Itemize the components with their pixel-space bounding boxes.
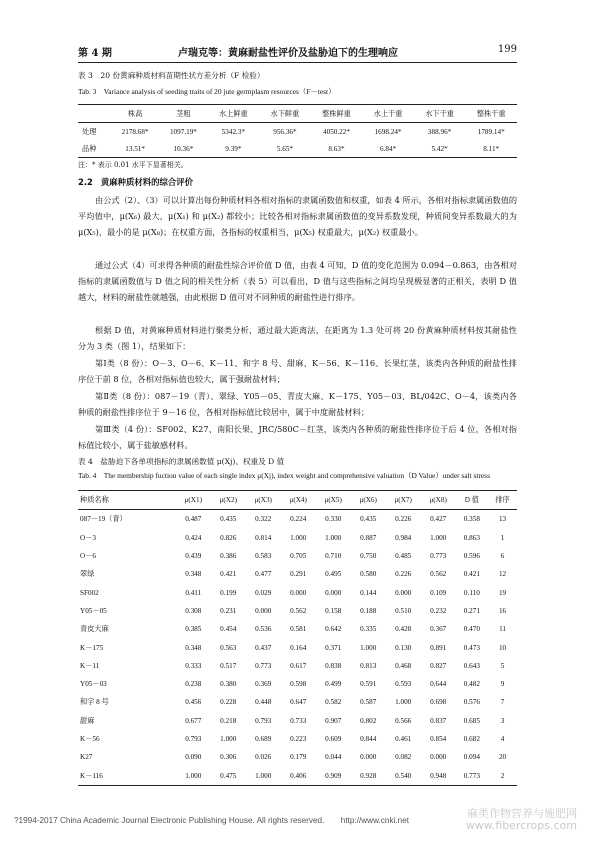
membership-value-cell: 0.698 [430, 698, 447, 707]
membership-value-cell: 0.367 [430, 625, 447, 634]
membership-value-cell: 0.838 [325, 661, 342, 670]
membership-value-cell: 0.907 [325, 716, 342, 725]
table4-row [78, 602, 517, 620]
germplasm-name: K－175 [80, 643, 104, 652]
membership-value-cell: 0.487 [185, 515, 202, 524]
membership-value-cell: 0.536 [255, 625, 272, 634]
germplasm-name: O－6 [80, 552, 96, 561]
d-value-cell: 0.685 [463, 716, 480, 725]
membership-value-cell: 0.510 [395, 606, 412, 615]
membership-value-cell: 0.647 [290, 698, 307, 707]
d-value-cell: 0.576 [463, 698, 480, 707]
table4-row [78, 657, 517, 675]
membership-value-cell: 0.238 [185, 680, 202, 689]
membership-value-cell: 0.582 [325, 698, 342, 707]
membership-value-cell: 0.308 [185, 606, 202, 615]
table3-header-cell: 水上鲜重 [218, 109, 248, 118]
membership-value-cell: 0.228 [220, 698, 237, 707]
table3-row-label: 品种 [82, 143, 97, 153]
running-title: 卢瑞克等：黄麻耐盐性评价及盐胁迫下的生理响应 [178, 48, 398, 59]
table4-header-row [78, 491, 517, 510]
membership-value-cell: 0.000 [325, 588, 342, 597]
table3-cell: 5.65* [276, 144, 293, 153]
table3-cell: 2178.68* [121, 127, 149, 136]
table3-row [78, 123, 517, 141]
table3-caption-cn: 表 3 20 份黄麻种质材料苗期性状方差分析（F 检验） [78, 71, 265, 80]
membership-value-cell: 0.158 [325, 606, 342, 615]
membership-value-cell: 0.562 [290, 606, 307, 615]
table3-cell: 388.96* [427, 127, 452, 136]
membership-value-cell: 0.386 [220, 552, 237, 561]
d-value-cell: 0.773 [463, 771, 480, 780]
table4-header-cell: μ(X2) [219, 496, 237, 505]
membership-value-cell: 0.705 [290, 552, 307, 561]
page-number: 199 [497, 44, 517, 55]
membership-value-cell: 0.029 [255, 588, 272, 597]
body-paragraph: 第Ⅱ类（8 份）：087－19（青）、翠绿、Y05－05、青皮大麻、K－175、Y05－03、BL/042C、O－4，该类内各种质的耐盐性排序位于 9－16 位，各相对指标值比较居中，属于中度耐盐材料； [78, 391, 517, 418]
membership-value-cell: 0.000 [255, 606, 272, 615]
membership-value-cell: 1.000 [360, 643, 377, 652]
germplasm-name: SF002 [80, 588, 99, 597]
membership-value-cell: 0.333 [185, 661, 202, 670]
membership-value-cell: 0.000 [360, 753, 377, 762]
membership-value-cell: 0.773 [430, 552, 447, 561]
membership-value-cell: 1.000 [185, 771, 202, 780]
membership-value-cell: 0.224 [290, 515, 307, 524]
membership-value-cell: 0.593 [395, 680, 412, 689]
d-value-cell: 0.596 [463, 552, 480, 561]
germplasm-name: 和字 8 号 [80, 698, 109, 707]
membership-value-cell: 0.813 [360, 661, 377, 670]
body-paragraph: 第Ⅰ类（8 份）：O－3、O－6、K－11、和字 8 号、甜麻、K－56、K－116、长果红茎，该类内各种质的耐盐性排序位于前 8 位，各相对指标值也较大，属于强耐盐材料； [78, 358, 517, 385]
table3-cell: 8.63* [328, 144, 345, 153]
body-paragraph: 第Ⅲ类（4 份）：SF002、K27、南阳长果、JRC/580C－红茎，该类内各种质的耐盐性排序位于后 4 位，各相对指标值比较小，属于盐敏感材料。 [78, 424, 517, 451]
rank-cell: 2 [500, 771, 505, 780]
membership-value-cell: 1.000 [290, 533, 307, 542]
table4-row [78, 547, 517, 565]
membership-value-cell: 0.581 [290, 625, 307, 634]
membership-value-cell: 0.598 [290, 680, 307, 689]
rank-cell: 10 [498, 643, 507, 652]
copyright-footer: ?1994-2017 China Academic Journal Electronic Publishing House. All rights reserved. http://www.cnki.net [14, 816, 410, 825]
d-value-cell: 0.473 [463, 643, 480, 652]
membership-value-cell: 0.802 [360, 716, 377, 725]
table4-body [78, 510, 517, 785]
table3-cell: 9.39* [225, 144, 242, 153]
membership-value-cell: 0.793 [185, 735, 202, 743]
membership-value-cell: 0.499 [325, 680, 342, 689]
germplasm-name: 087－19（青） [80, 515, 127, 524]
germplasm-name: K－116 [80, 771, 103, 780]
table4-header-cell: 排序 [495, 496, 510, 505]
rank-cell: 6 [500, 552, 505, 561]
membership-value-cell: 0.844 [360, 735, 377, 743]
membership-value-cell: 0.231 [220, 606, 237, 615]
membership-value-cell: 0.188 [360, 606, 377, 615]
watermark-line: 麻类作物营养与施肥网 [467, 807, 577, 820]
membership-value-cell: 0.485 [395, 552, 412, 561]
section-heading [78, 176, 193, 188]
membership-value-cell: 0.733 [290, 716, 307, 725]
membership-value-cell: 0.090 [185, 753, 202, 762]
membership-value-cell: 0.566 [395, 716, 412, 725]
membership-value-cell: 0.226 [395, 515, 412, 524]
d-value-cell: 0.421 [463, 570, 480, 579]
membership-value-cell: 0.677 [185, 716, 202, 725]
table4-row [78, 638, 517, 656]
table4 [78, 490, 517, 786]
membership-value-cell: 0.306 [220, 753, 237, 762]
membership-value-cell: 0.000 [430, 753, 447, 762]
table3-header-cell: 茎粗 [176, 109, 191, 118]
membership-value-cell: 0.427 [430, 515, 447, 524]
membership-value-cell: 1.000 [220, 735, 237, 743]
membership-value-cell: 0.026 [255, 753, 272, 762]
table4-row [78, 730, 517, 748]
membership-value-cell: 0.540 [395, 771, 412, 780]
membership-value-cell: 0.291 [290, 570, 307, 579]
table3-row [78, 140, 517, 158]
d-value-cell: 0.271 [463, 606, 480, 615]
membership-value-cell: 0.199 [220, 588, 237, 597]
membership-value-cell: 0.814 [255, 533, 272, 542]
body-paragraph: 通过公式（4）可求得各种质的耐盐性综合评价值 D 值，由表 4 可知，D 值的变化范围为 0.094－0.863，由各相对指标的隶属函数值与 D 值之间的相关性分析（表 5）可以看出，D 值与这些指标之间均呈现极显著的正相关，表明 D 值越大，材料的耐盐性就越强，由此根据 D 值可对不同种质的耐盐性进行排序。 [78, 260, 517, 303]
table4-header-cell: μ(X5) [324, 496, 342, 505]
table4-row [78, 583, 517, 601]
membership-value-cell: 0.424 [185, 533, 202, 542]
membership-value-cell: 0.587 [360, 698, 377, 707]
membership-value-cell: 0.583 [255, 552, 272, 561]
membership-value-cell: 0.644 [430, 680, 447, 689]
d-value-cell: 0.682 [463, 735, 480, 743]
table4-row [78, 712, 517, 730]
table3-caption-en: Tab. 3 Variance analysis of seeding traits of 20 jute germplasm resources（F－test） [78, 87, 336, 96]
membership-value-cell: 0.385 [185, 625, 202, 634]
rank-cell: 1 [500, 533, 505, 542]
membership-value-cell: 0.580 [360, 570, 377, 579]
table4-row [78, 565, 517, 583]
membership-value-cell: 0.109 [430, 588, 447, 597]
membership-value-cell: 0.448 [255, 698, 272, 707]
table3-cell: 8.11* [483, 144, 500, 153]
membership-value-cell: 0.435 [220, 515, 237, 524]
membership-value-cell: 0.454 [220, 625, 237, 634]
germplasm-name: 翠绿 [80, 570, 95, 579]
membership-value-cell: 0.421 [220, 570, 237, 579]
membership-value-cell: 0.348 [185, 643, 202, 652]
table4-row [78, 529, 517, 547]
membership-value-cell: 0.710 [325, 552, 342, 561]
membership-value-cell: 0.000 [395, 588, 412, 597]
membership-value-cell: 0.130 [395, 643, 412, 652]
table3-cell: 1698.24* [374, 127, 402, 136]
table4-row [78, 620, 517, 638]
rank-cell: 19 [498, 588, 507, 597]
table3-header-cell [78, 105, 111, 123]
rank-cell: 11 [499, 625, 506, 634]
membership-value-cell: 0.495 [325, 570, 342, 579]
table3-header-cell: 水下干重 [425, 109, 454, 118]
membership-value-cell: 0.435 [360, 515, 377, 524]
table3-cell: 4050.22* [323, 127, 350, 136]
body-paragraph: 由公式（2）、（3）可以计算出每份种质材料各相对指标的隶属函数值和权重，如表 4 所示，各相对指标隶属函数值的平均值中，μ(X₆) 最大，μ(X₁) 和 μ(X₂) 都较小；比较各相对指标隶属函数值的变异系数发现，种质间变异系数最大的为 μ(X₅)，最小的是 μ(X₈)；在权重方面，各指标的权重相当，μ(X₅) 权重最大，μ(X₂) 权重最小。 [78, 195, 518, 238]
membership-value-cell: 0.793 [255, 716, 272, 725]
table4-header-cell: D 值 [464, 496, 479, 505]
table3-cell: 10.36* [173, 144, 194, 153]
membership-value-cell: 1.000 [255, 771, 272, 780]
membership-value-cell: 0.082 [395, 753, 412, 762]
rank-cell: 5 [500, 661, 505, 670]
membership-value-cell: 0.428 [395, 625, 412, 634]
watermark-line: www.fibercrops.com [465, 819, 577, 832]
membership-value-cell: 0.984 [395, 533, 412, 542]
table4-row [78, 693, 517, 711]
table4-row [78, 675, 517, 693]
rank-cell: 9 [500, 680, 505, 689]
membership-value-cell: 0.826 [220, 533, 237, 542]
rank-cell: 7 [500, 698, 505, 707]
membership-value-cell: 0.179 [290, 753, 307, 762]
membership-value-cell: 0.223 [290, 735, 307, 743]
membership-value-cell: 0.218 [220, 716, 237, 725]
table3-cell: 6.84* [379, 144, 397, 153]
membership-value-cell: 0.461 [395, 735, 412, 743]
watermark [466, 808, 577, 832]
germplasm-name: O－3 [80, 533, 96, 542]
table4-header-cell: μ(X4) [289, 496, 307, 505]
table3-header-row [78, 105, 517, 123]
table4-caption-en: Tab. 4 The membership fuction value of each single index μ(Xj), index weight and comprehensive valuation（D Value）under salt stress [78, 471, 490, 480]
table3-header-cell: 水下鲜重 [270, 109, 300, 118]
membership-value-cell: 0.689 [255, 735, 272, 743]
germplasm-name: K－11 [80, 661, 100, 670]
d-value-cell: 0.358 [463, 515, 480, 524]
table3-note: 注：* 表示 0.01 水平下显著相关。 [78, 161, 188, 169]
membership-value-cell: 0.044 [325, 753, 342, 762]
membership-value-cell: 1.000 [430, 533, 447, 542]
table4-header-cell: μ(X7) [394, 496, 412, 505]
table3-header-cell: 整株鲜重 [322, 109, 351, 118]
germplasm-name: K27 [80, 753, 93, 762]
germplasm-name: Y05－03 [80, 680, 107, 689]
rank-cell: 16 [498, 606, 507, 615]
membership-value-cell: 0.891 [430, 643, 447, 652]
membership-value-cell: 0.144 [360, 588, 377, 597]
d-value-cell: 0.863 [463, 533, 480, 542]
rank-cell: 3 [500, 716, 505, 725]
membership-value-cell: 0.609 [325, 735, 342, 743]
table4-header-cell: μ(X8) [429, 496, 447, 505]
table4-row [78, 748, 517, 766]
membership-value-cell: 0.477 [255, 570, 272, 579]
membership-value-cell: 0.475 [220, 771, 237, 780]
membership-value-cell: 0.369 [255, 680, 272, 689]
issue-number: 第 4 期 [78, 48, 112, 59]
membership-value-cell: 0.439 [185, 552, 202, 561]
membership-value-cell: 0.750 [360, 552, 377, 561]
membership-value-cell: 0.000 [290, 588, 307, 597]
membership-value-cell: 1.000 [325, 533, 342, 542]
d-value-cell: 0.110 [463, 588, 480, 597]
rank-cell: 4 [500, 735, 505, 743]
section-title: 黄麻种质材料的综合评价 [100, 177, 193, 187]
membership-value-cell: 0.854 [430, 735, 447, 743]
membership-value-cell: 0.773 [255, 661, 272, 670]
membership-value-cell: 0.827 [430, 661, 447, 670]
table3-cell: 1097.19* [169, 127, 197, 136]
table3-header-cell: 整株干重 [476, 109, 506, 118]
membership-value-cell: 0.226 [395, 570, 412, 579]
membership-value-cell: 0.642 [325, 625, 342, 634]
header-rule [78, 62, 517, 63]
rank-cell: 13 [498, 515, 507, 524]
table4-caption-cn: 表 4 盐胁迫下各单项指标的隶属函数值 μ(Xj)、权重及 D 值 [78, 457, 285, 466]
membership-value-cell: 0.591 [360, 680, 377, 689]
body-paragraph: 根据 D 值，对黄麻种质材料进行聚类分析，通过最大距离法，在距离为 1.3 处可将 20 份黄麻种质材料按其耐盐性分为 3 类（图 1），结果如下： [78, 325, 517, 352]
membership-value-cell: 0.837 [430, 716, 447, 725]
membership-value-cell: 0.437 [255, 643, 272, 652]
membership-value-cell: 0.928 [360, 771, 377, 780]
membership-value-cell: 0.563 [220, 643, 237, 652]
germplasm-name: Y05－05 [80, 606, 107, 615]
table3-row-label: 处理 [82, 126, 97, 136]
table4-header-cell: μ(X3) [254, 496, 272, 505]
d-value-cell: 0.643 [463, 661, 480, 670]
membership-value-cell: 1.000 [395, 698, 412, 707]
membership-value-cell: 0.406 [290, 771, 307, 780]
d-value-cell: 0.094 [463, 753, 480, 762]
germplasm-name: 青皮大麻 [80, 625, 109, 634]
membership-value-cell: 0.562 [430, 570, 447, 579]
membership-value-cell: 0.330 [325, 515, 342, 524]
table4-header-cell: μ(X6) [359, 496, 377, 505]
rank-cell: 12 [498, 570, 507, 579]
membership-value-cell: 0.335 [360, 625, 377, 634]
membership-value-cell: 0.322 [255, 515, 272, 524]
table4-header-cell: 种质名称 [80, 496, 109, 505]
germplasm-name: K－56 [80, 735, 100, 743]
membership-value-cell: 0.617 [290, 661, 307, 670]
table3-header-cell: 株高 [127, 109, 143, 118]
d-value-cell: 0.482 [463, 680, 480, 689]
membership-value-cell: 0.456 [185, 698, 202, 707]
membership-value-cell: 0.411 [185, 588, 202, 597]
membership-value-cell: 0.909 [325, 771, 342, 780]
membership-value-cell: 0.468 [395, 661, 412, 670]
table4-row [78, 510, 517, 529]
table3-cell: 13.51* [125, 144, 145, 153]
germplasm-name: 甜麻 [80, 716, 95, 725]
membership-value-cell: 0.380 [220, 680, 237, 689]
table3-cell: 5.42* [431, 144, 448, 153]
table3-cell: 956.36* [273, 127, 297, 136]
membership-value-cell: 0.948 [430, 771, 447, 780]
section-number: 2.2 [78, 177, 93, 187]
membership-value-cell: 0.371 [325, 643, 342, 652]
table3-cell: 5342.3* [221, 127, 246, 136]
running-head [78, 44, 517, 60]
membership-value-cell: 0.232 [430, 606, 447, 615]
membership-value-cell: 0.517 [220, 661, 237, 670]
rank-cell: 20 [498, 753, 507, 762]
membership-value-cell: 0.164 [290, 643, 307, 652]
membership-value-cell: 0.887 [360, 533, 377, 542]
table4-row [78, 766, 517, 785]
table4-header-cell: μ(X1) [184, 496, 202, 505]
d-value-cell: 0.470 [463, 625, 480, 634]
membership-value-cell: 0.348 [185, 570, 202, 579]
table3-cell: 1789.14* [477, 127, 505, 136]
table3-header-cell: 水上干重 [373, 109, 403, 118]
table3 [78, 104, 517, 158]
